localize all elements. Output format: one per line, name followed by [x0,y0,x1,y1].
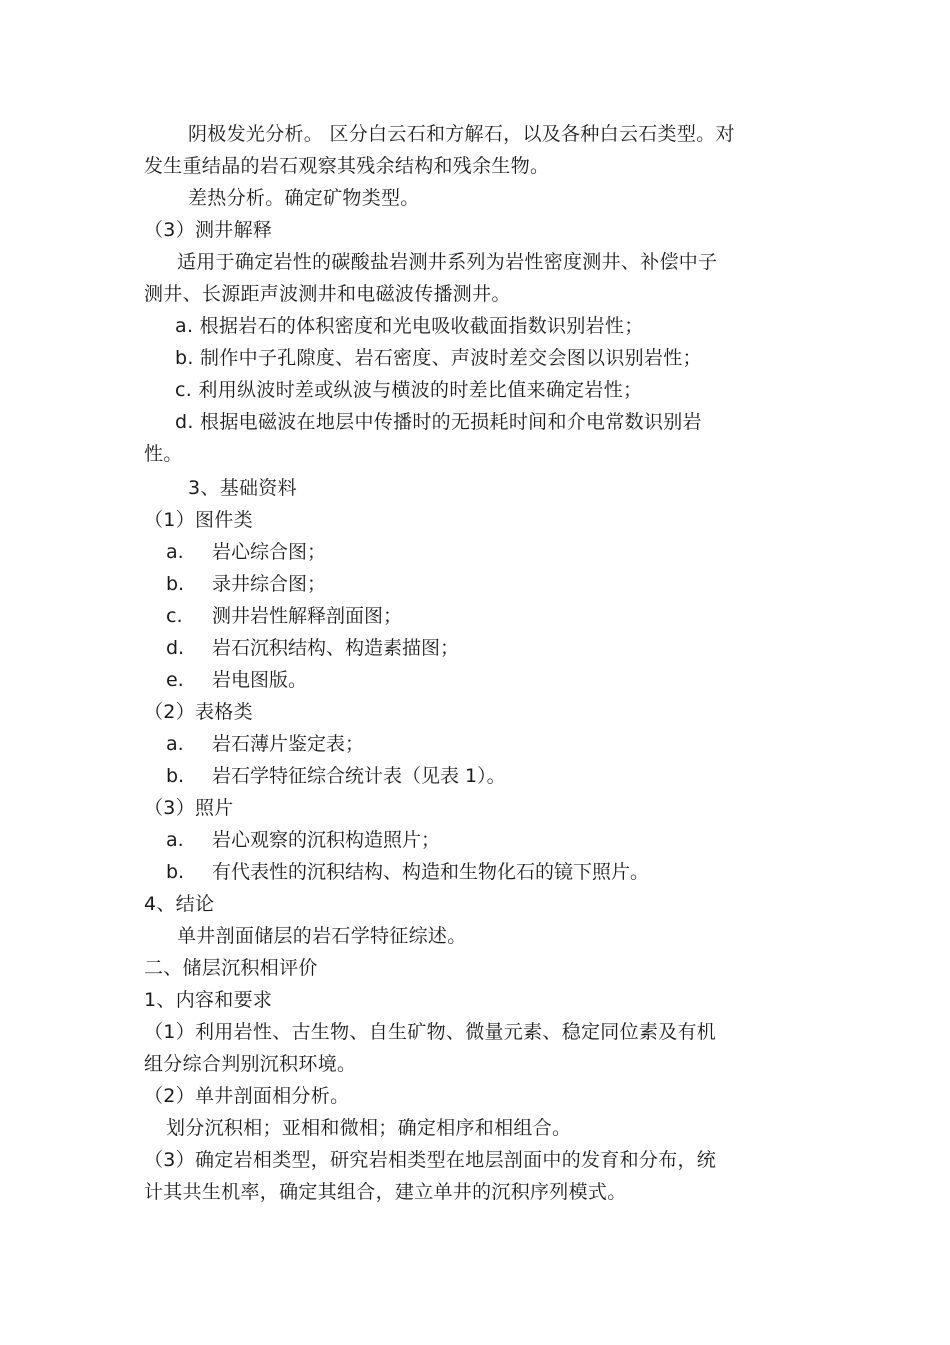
list-item: c. 利用纵波时差或纵波与横波的时差比值来确定岩性； [175,379,643,401]
paragraph-line: 划分沉积相；亚相和微相；确定相序和相组合。 [166,1117,572,1139]
paragraph-line: 差热分析。确定矿物类型。 [188,187,420,209]
section-heading: 4、结论 [144,893,215,915]
list-item-text: 有代表性的沉积结构、构造和生物化石的镜下照片。 [212,861,650,883]
list-item-text: 测井岩性解释剖面图； [212,605,403,627]
section-heading: （2）单井剖面相分析。 [144,1085,350,1107]
list-marker: e. [166,669,184,691]
list-marker: d. [166,637,185,659]
paragraph-line: 组分综合判别沉积环境。 [144,1053,357,1075]
section-heading: 1、内容和要求 [144,989,273,1011]
list-item: b. 制作中子孔隙度、岩石密度、声波时差交会图以识别岩性； [175,347,702,369]
section-heading: （3）测井解释 [144,219,273,241]
paragraph-line: 测井、长源距声波测井和电磁波传播测井。 [144,283,511,305]
list-marker: b. [166,861,185,883]
paragraph-line: 性。 [144,443,183,465]
paragraph-line: （1）利用岩性、古生物、自生矿物、微量元素、稳定同位素及有机 [144,1021,717,1043]
section-heading: （1）图件类 [144,509,253,531]
list-item: d. 根据电磁波在地层中传播时的无损耗时间和介电常数识别岩 [175,411,702,433]
paragraph-line: （3）确定岩相类型，研究岩相类型在地层剖面中的发育和分布，统 [144,1149,717,1171]
list-marker: c. [166,605,183,627]
paragraph-line: 发生重结晶的岩石观察其残余结构和残余生物。 [144,155,550,177]
list-marker: a. [166,829,184,851]
list-item-text: 岩石薄片鉴定表； [212,733,365,755]
paragraph-line: 阴极发光分析。 区分白云石和方解石，以及各种白云石类型。对 [188,123,735,145]
list-item-text: 录井综合图； [212,573,327,595]
section-heading: （3）照片 [144,797,234,819]
paragraph-line: 适用于确定岩性的碳酸盐岩测井系列为岩性密度测井、补偿中子 [177,251,718,273]
list-item-text: 岩心观察的沉积构造照片； [212,829,441,851]
chapter-heading: 二、储层沉积相评价 [144,957,318,979]
section-heading: （2）表格类 [144,701,253,723]
list-item-text: 岩心综合图； [212,541,327,563]
section-heading: 3、基础资料 [188,477,297,499]
list-item-text: 岩电图版。 [212,669,308,691]
list-marker: a. [166,541,184,563]
list-marker: b. [166,573,185,595]
list-item-text: 岩石学特征综合统计表（见表 1）。 [212,765,506,787]
list-marker: b. [166,765,185,787]
paragraph-line: 单井剖面储层的岩石学特征综述。 [177,925,467,947]
paragraph-line: 计其共生机率，确定其组合，建立单井的沉积序列模式。 [144,1181,627,1203]
list-item-text: 岩石沉积结构、构造素描图； [212,637,460,659]
list-item: a. 根据岩石的体积密度和光电吸收截面指数识别岩性； [175,315,644,337]
list-marker: a. [166,733,184,755]
